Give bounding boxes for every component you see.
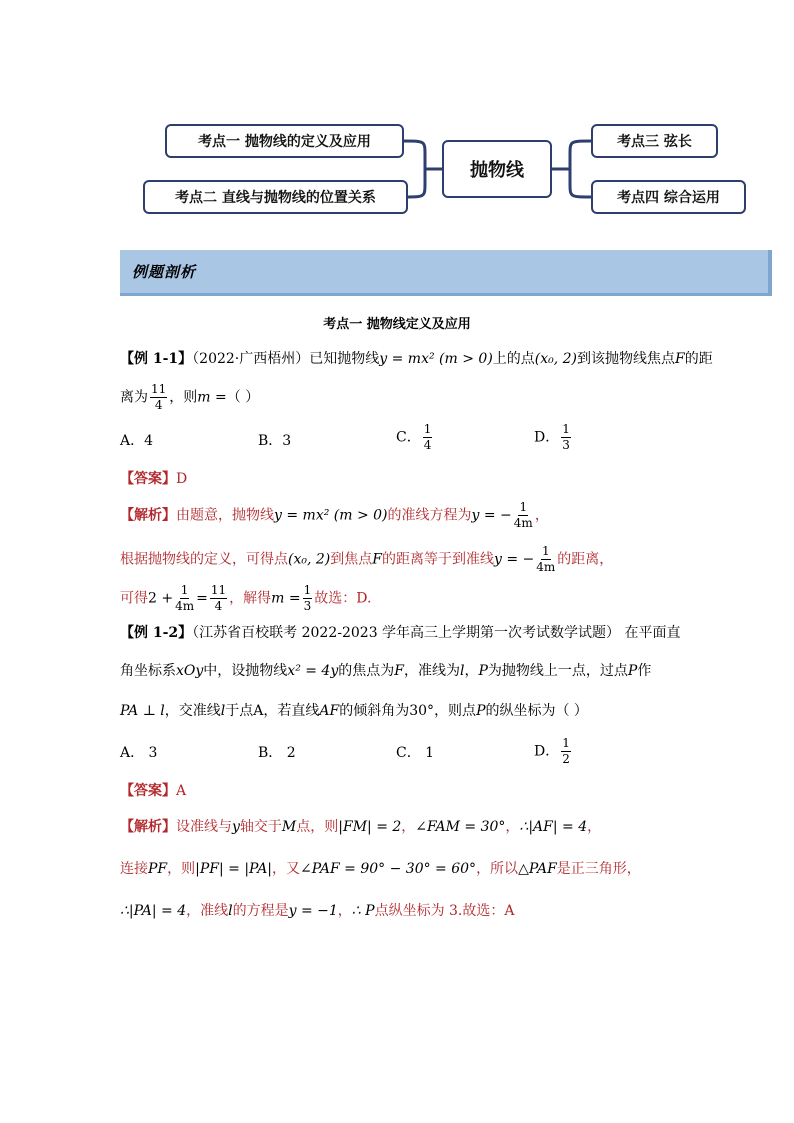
numerator: 1 [423, 422, 432, 436]
text: ，解得 [229, 590, 272, 607]
formula: ∠PAF = 90° − 30° = 60° [300, 861, 477, 877]
formula: |FM| = 2 [338, 819, 402, 835]
numerator: 1 [562, 422, 570, 436]
formula: y [232, 819, 240, 835]
denominator: 3 [562, 438, 570, 452]
ex1-line2 [120, 382, 259, 413]
mindmap-node-topic1: 考点一 抛物线的定义及应用 [165, 124, 404, 158]
text: 离为 [120, 389, 148, 406]
text: 的倾斜角为 [339, 703, 410, 719]
mindmap-node-topic2: 考点二 直线与抛物线的位置关系 [143, 180, 408, 214]
answer-value: A [176, 783, 187, 799]
label: D． [534, 743, 560, 760]
banner-label: 例题剖析 [132, 263, 197, 281]
ex1-solution-line1 [120, 500, 549, 531]
text: ，则 [169, 389, 198, 406]
denominator: 4m [536, 560, 556, 574]
text: 到该抛物线焦点 [577, 351, 676, 367]
text: 点纵坐标为 3.故选：A [374, 903, 515, 919]
fraction [210, 583, 227, 614]
formula: x² = 4y [287, 663, 339, 679]
ex2-solution-line2 [120, 858, 641, 878]
formula: l [220, 703, 226, 719]
formula: F [372, 551, 382, 568]
fraction [150, 382, 167, 413]
text: 的距 [684, 351, 713, 367]
formula: |PF| = |PA| [195, 861, 273, 877]
ex2-solution-line1 [120, 816, 601, 836]
numerator: 11 [151, 382, 167, 396]
denominator: 4m [175, 599, 195, 613]
numerator: 1 [303, 583, 312, 597]
solution-tag: 【解析】 [120, 819, 176, 835]
text: 的焦点为 [338, 663, 395, 679]
formula: y = − [471, 507, 512, 524]
formula: xOy [176, 663, 204, 679]
text: ，则 [167, 861, 196, 877]
ex2-line2 [120, 660, 651, 680]
numerator: 1 [541, 544, 550, 558]
denominator: 4m [513, 516, 533, 530]
text: ， [464, 663, 479, 679]
ex2-option-a: A． 3 [120, 745, 158, 761]
formula: = [196, 590, 208, 607]
ex1-answer [120, 468, 187, 488]
fraction [561, 422, 571, 453]
text: ， [401, 819, 416, 835]
text: ，所以 [476, 861, 519, 877]
section-banner [120, 250, 772, 296]
mindmap-center: 抛物线 [442, 140, 552, 198]
ex1-line1 [120, 348, 713, 368]
text: 上的点 [492, 351, 535, 367]
text: 连接 [120, 861, 148, 877]
text: 可得 [120, 590, 148, 607]
denominator: 2 [562, 752, 570, 766]
formula: PA ⊥ l [120, 703, 165, 719]
text: ， [505, 819, 520, 835]
formula: y = − [493, 551, 535, 568]
numerator: 11 [210, 583, 227, 597]
formula: F [394, 663, 404, 679]
text: ，准线为 [403, 663, 460, 679]
text: 的方程是 [232, 903, 289, 919]
label: C． [396, 429, 421, 446]
formula: PF [148, 861, 168, 877]
numerator: 1 [562, 736, 570, 750]
text: ， [587, 819, 602, 835]
numerator: 1 [519, 500, 528, 514]
formula: ∴|AF| = 4 [519, 819, 588, 835]
formula: P [478, 663, 488, 679]
answer-value: D [176, 471, 188, 487]
denominator: 4 [423, 438, 432, 452]
fraction [561, 736, 571, 767]
formula: △PAF [518, 861, 557, 877]
ex2-solution-line3 [120, 900, 515, 920]
answer-tag: 【答案】 [120, 471, 176, 487]
ex2-line1 [120, 622, 681, 642]
text: 的准线方程为 [387, 507, 472, 524]
text: 作 [637, 663, 652, 679]
formula: 30° [409, 703, 435, 719]
formula: ∴|PA| = 4 [120, 903, 187, 919]
ex2-option-b: B． 2 [258, 745, 296, 761]
text: （江苏省百校联考 2022-2023 学年高三上学期第一次考试数学试题） 在平面直 [192, 625, 681, 641]
formula: y = mx² (m > 0) [274, 507, 388, 524]
text: 点，则 [296, 819, 339, 835]
formula: m = [271, 590, 301, 607]
text: 的距离， [557, 551, 614, 568]
text: ， [534, 507, 549, 524]
text: （2022·广西梧州）已知抛物线 [192, 351, 380, 367]
text: 于点A，若直线 [225, 703, 320, 719]
fraction [514, 500, 533, 531]
text: ，则点 [434, 703, 477, 719]
text: 中，设抛物线 [203, 663, 288, 679]
text: 为抛物线上一点，过点 [487, 663, 628, 679]
mindmap-node-topic4: 考点四 综合运用 [591, 180, 746, 214]
text: 的纵坐标为（ ） [485, 703, 588, 719]
text: 的距离等于到准线 [381, 551, 494, 568]
formula: M [281, 819, 297, 835]
text: 故选：D. [314, 590, 372, 607]
text: 由题意，抛物线 [176, 507, 274, 524]
text: ， [337, 903, 352, 919]
formula: 2 + [148, 590, 174, 607]
ex1-option-a: A．4 [120, 433, 154, 449]
formula: P [627, 663, 638, 679]
text: 设准线与 [176, 819, 232, 835]
denominator: 4 [154, 398, 163, 412]
formula: ∠FAM = 30° [415, 819, 506, 835]
ex2-answer [120, 780, 186, 800]
denominator: 3 [303, 599, 312, 613]
formula: m = [197, 389, 227, 406]
text: ，又 [272, 861, 301, 877]
formula: y = mx² (m > 0) [379, 351, 493, 367]
formula: P [476, 703, 486, 719]
formula: y = −1 [288, 903, 338, 919]
formula: AF [319, 703, 340, 719]
formula: l [459, 663, 465, 679]
denominator: 4 [214, 599, 223, 613]
ex1-tag: 【例 1-1】 [120, 351, 193, 367]
text: 根据抛物线的定义，可得点 [120, 551, 288, 568]
label: D． [534, 429, 560, 446]
ex1-solution-line3 [120, 583, 371, 614]
ex2-option-d [534, 736, 573, 767]
ex2-tag: 【例 1-2】 [120, 625, 193, 641]
text: 是正三角形， [556, 861, 641, 877]
text: ，交准线 [164, 703, 221, 719]
answer-tag: 【答案】 [120, 783, 176, 799]
fraction [536, 544, 555, 575]
text: 到焦点 [330, 551, 373, 568]
formula: (x₀, 2) [288, 551, 331, 568]
text: 轴交于 [239, 819, 282, 835]
ex1-option-b: B．3 [258, 433, 292, 449]
text: ，准线 [186, 903, 229, 919]
formula: l [228, 903, 233, 919]
ex1-option-d [534, 422, 573, 453]
mindmap-node-topic3: 考点三 弦长 [591, 124, 718, 158]
ex2-option-c: C． 1 [396, 745, 435, 761]
fraction [423, 422, 433, 453]
ex2-line3 [120, 700, 588, 720]
formula: F [675, 351, 685, 367]
ex1-solution-line2 [120, 544, 613, 575]
text: （ ） [226, 389, 260, 406]
numerator: 1 [180, 583, 189, 597]
ex1-option-c [396, 422, 434, 453]
formula: (x₀, 2) [534, 351, 578, 367]
fraction [303, 583, 313, 614]
formula: ∴ P [351, 903, 375, 919]
section-title: 考点一 抛物线定义及应用 [323, 317, 471, 332]
text: 角坐标系 [120, 663, 176, 679]
solution-tag: 【解析】 [120, 507, 176, 524]
fraction [175, 583, 194, 614]
